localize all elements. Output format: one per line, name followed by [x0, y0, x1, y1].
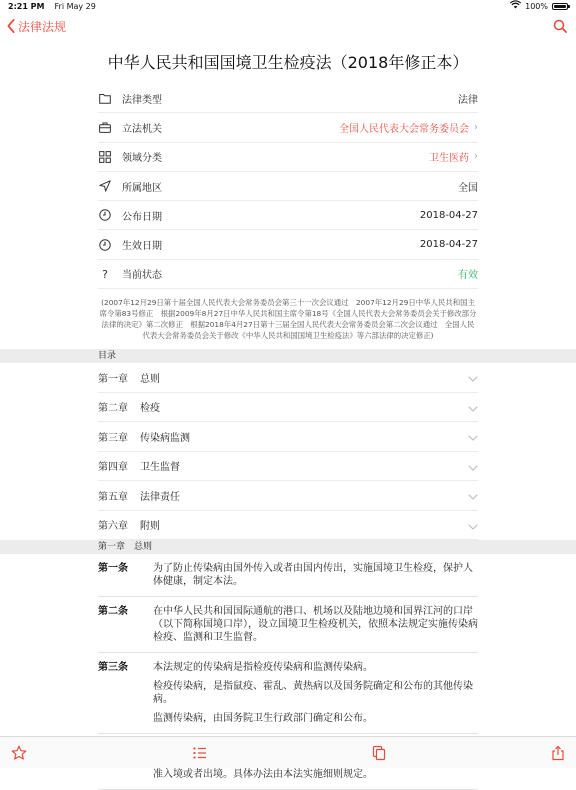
info-label: 生效日期	[122, 241, 162, 253]
chevron-right-icon: ›	[474, 151, 478, 163]
toc-chapter-title: 传染病监测	[140, 432, 190, 444]
star-icon	[11, 745, 27, 761]
article-number: 第一条	[98, 563, 128, 575]
toc-chapter-title: 附则	[140, 521, 160, 533]
chevron-down-icon	[468, 404, 478, 410]
info-label: 立法机关	[122, 123, 162, 135]
info-label: 领域分类	[122, 153, 162, 165]
copy-button[interactable]	[370, 744, 388, 762]
folder-icon	[98, 91, 112, 105]
info-row	[98, 260, 478, 289]
info-row	[98, 172, 478, 201]
toc-chapter-title: 卫生监督	[140, 462, 180, 474]
toc-chapter-title: 总则	[140, 373, 160, 385]
chevron-down-icon	[468, 433, 478, 439]
bottom-toolbar	[0, 736, 576, 768]
toc-chapter-number: 第二章	[98, 403, 128, 415]
article-body	[153, 661, 478, 725]
article-number: 第二条	[98, 606, 128, 618]
chevron-left-icon	[6, 19, 16, 33]
chapter-header: 第一章 总则	[0, 540, 576, 554]
chevron-down-icon	[468, 492, 478, 498]
info-value: 全国人民代表大会常务委员会 ›	[339, 121, 478, 135]
toc-chapter-number: 第一章	[98, 373, 128, 385]
toc-header: 目录	[0, 349, 576, 363]
toc-item[interactable]	[98, 452, 478, 482]
article-number: 第三条	[98, 662, 128, 674]
question-icon	[98, 267, 112, 281]
clock-icon	[98, 208, 112, 222]
toc-chapter-title: 法律责任	[140, 491, 180, 503]
article-paragraph: 准入境或者出境。具体办法由本法实施细则规定。	[153, 769, 373, 781]
list-icon	[192, 745, 208, 761]
share-button[interactable]	[549, 744, 567, 762]
toc-chapter-number: 第五章	[98, 491, 128, 503]
copy-icon	[371, 745, 387, 761]
status-date: Fri May 29	[54, 1, 96, 11]
location-arrow-icon	[98, 179, 112, 193]
share-icon	[550, 745, 566, 761]
info-row	[98, 201, 478, 230]
info-row	[98, 230, 478, 259]
info-label: 所属地区	[122, 182, 162, 194]
info-label: 当前状态	[122, 270, 162, 282]
info-value: 全国	[458, 182, 478, 194]
article-paragraph: 检疫传染病，是指鼠疫、霍乱、黄热病以及国务院确定和公布的其他传染病。	[153, 681, 473, 706]
article-paragraph: 本法规定的传染病是指检疫传染病和监测传染病。	[153, 662, 373, 674]
info-value: 有效	[458, 270, 478, 282]
toc-button[interactable]	[191, 744, 209, 762]
article-paragraph: 监测传染病，由国务院卫生行政部门确定和公布。	[153, 713, 373, 725]
toc-chapter-number: 第三章	[98, 432, 128, 444]
grid-icon	[98, 150, 112, 164]
toc-list	[98, 363, 478, 540]
chevron-down-icon	[468, 374, 478, 380]
briefcase-icon	[98, 120, 112, 134]
info-value: 2018-04-27	[419, 239, 478, 251]
document-content[interactable]	[0, 40, 576, 781]
toc-item[interactable]	[98, 481, 478, 511]
favorite-button[interactable]	[10, 744, 28, 762]
chevron-down-icon	[468, 522, 478, 528]
article	[98, 653, 478, 734]
toc-chapter-number: 第六章	[98, 521, 128, 533]
info-row	[98, 84, 478, 113]
status-right	[510, 1, 568, 11]
battery-icon	[552, 3, 568, 10]
info-label: 法律类型	[122, 94, 162, 106]
info-row[interactable]	[98, 113, 478, 142]
search-icon	[553, 19, 567, 33]
clock-icon	[98, 238, 112, 252]
battery-percent: 100%	[525, 1, 548, 11]
info-value: 卫生医药 ›	[429, 151, 478, 165]
info-value: 2018-04-27	[419, 209, 478, 221]
info-value: 法律	[458, 94, 478, 106]
toc-item[interactable]	[98, 363, 478, 393]
svg-text:?: ?	[102, 267, 108, 281]
status-time: 2:21 PM	[8, 1, 45, 11]
revision-history: (2007年12月29日第十届全国人民代表大会常务委员会第三十一次会议通过 2007年12月29日中华人民共和国主席令第83号修正 根据2009年8月27日中华人民共和国主席令第18号《全国人民代表大会常务委员会关于修改部分法律的决定》第二次修正 根据2018年4月27日第十三届全国人民代表大会常务委员会第二次会议通过 全国人民代表大会常务委员会关于修改《中华人民共和国国境卫生检疫法》等六部法律的决定修正)	[99, 298, 477, 341]
toc-item[interactable]	[98, 422, 478, 452]
info-list	[98, 84, 478, 289]
back-button[interactable]	[6, 18, 66, 35]
toc-item[interactable]	[98, 511, 478, 541]
toc-item[interactable]	[98, 393, 478, 423]
nav-bar	[0, 12, 576, 40]
status-bar	[0, 0, 576, 12]
page-title: 中华人民共和国国境卫生检疫法（2018年修正本）	[107, 53, 469, 72]
toc-chapter-number: 第四章	[98, 462, 128, 474]
article-paragraph: 在中华人民共和国国际通航的港口、机场以及陆地边境和国界江河的口岸（以下简称国境口岸），设立国境卫生检疫机关，依照本法规定实施传染病检疫、监测和卫生监督。	[153, 606, 478, 644]
article	[98, 554, 478, 597]
wifi-icon	[510, 1, 521, 11]
article-body	[153, 605, 478, 644]
toc-chapter-title: 检疫	[140, 403, 160, 415]
info-row[interactable]	[98, 143, 478, 172]
article-body	[153, 562, 478, 588]
article-paragraph: 为了防止传染病由国外传入或者由国内传出，实施国境卫生检疫，保护人体健康，制定本法。	[153, 563, 473, 588]
chevron-down-icon	[468, 463, 478, 469]
back-label: 法律法规	[18, 19, 67, 34]
search-button[interactable]	[550, 16, 570, 36]
article	[98, 597, 478, 653]
chevron-right-icon: ›	[474, 121, 478, 133]
info-label: 公布日期	[122, 211, 162, 223]
